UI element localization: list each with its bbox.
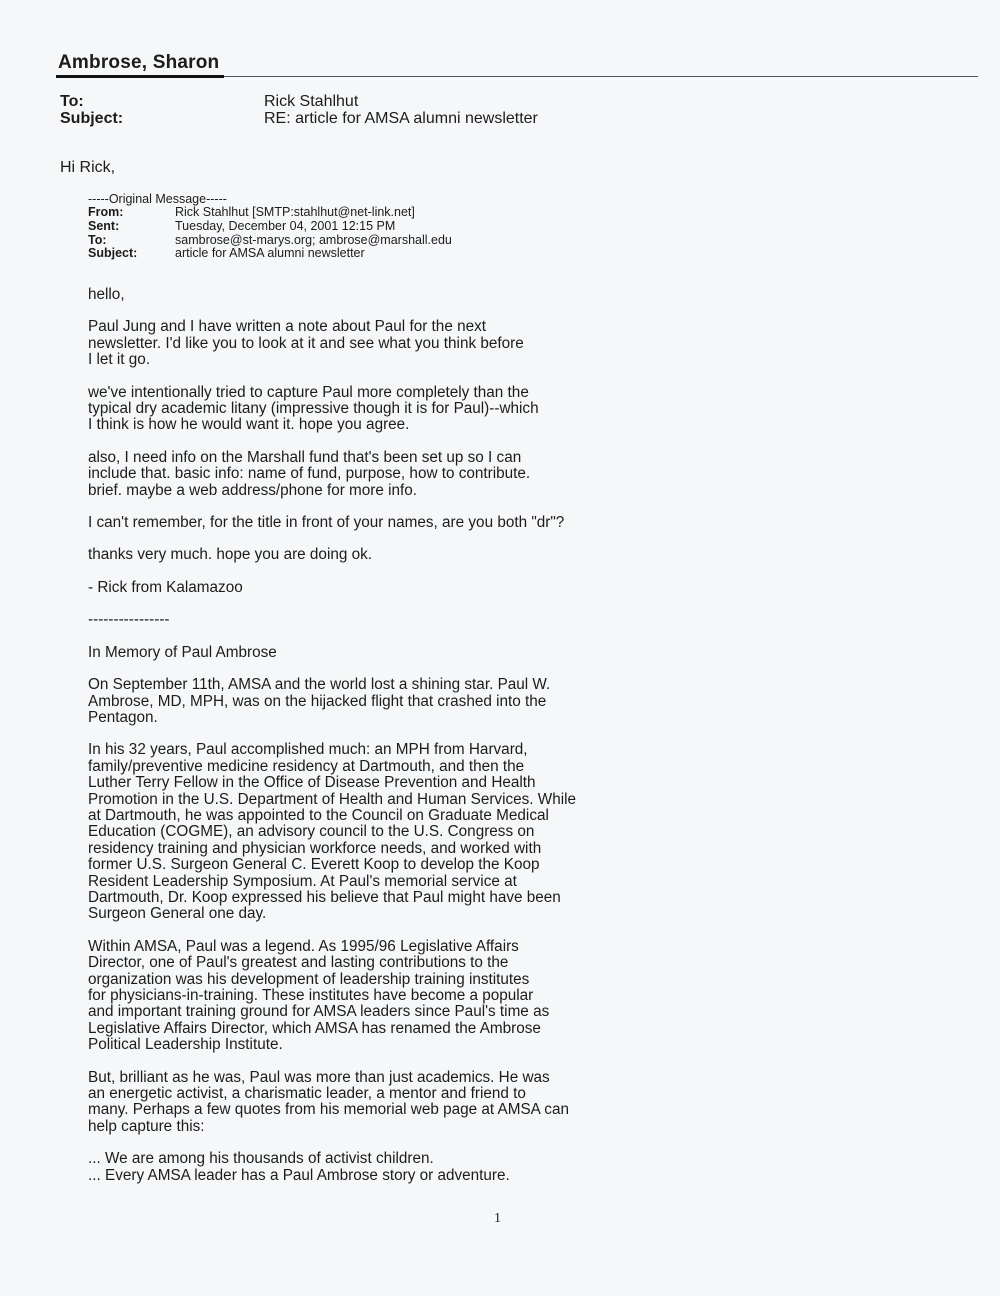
body-paragraph: we've intentionally tried to capture Paul more completely than the typical dry academic litany (impressive though it is for Paul)--which I think is how he would want it. hope you agree. — [88, 383, 539, 434]
to-label: To: — [60, 93, 84, 110]
article-paragraph: In his 32 years, Paul accomplished much: an MPH from Harvard, family/preventive medicine residency at Dartmouth, and then the Luther Terry Fellow in the Office of Disease Prevention and Health Promotion in the U.S. Department of Health and Human Services. While at Dartmouth, he was appointed to the Council on Graduate Medical Education (COGME), an advisory council to the U.S. Congress on residency training and physician workforce needs, and worked with former U.S. Surgeon General C. Everett Koop to develop the Koop Resident Leadership Symposium. At Paul's memorial service at Dartmouth, Dr. Koop expressed his believe that Paul might have been Surgeon General one day. — [88, 741, 577, 923]
original-subject-label: Subject: — [88, 246, 138, 260]
article-paragraph: Within AMSA, Paul was a legend. As 1995/96 Legislative Affairs Director, one of Paul's greatest and lasting contributions to the organization was his development of leadership training institutes for physicians-in-training. These institutes have become a popular and important training ground for AMSA leaders since Paul's time as Legislative Affairs Director, which AMSA has renamed the Ambrose Political Leadership Institute. — [88, 937, 550, 1054]
body-paragraph: hello, — [88, 286, 125, 303]
original-sent-value: Tuesday, December 04, 2001 12:15 PM — [175, 219, 396, 233]
original-to-value: sambrose@st-marys.org; ambrose@marshall.edu — [175, 233, 452, 247]
original-from-label: From: — [88, 205, 124, 219]
sender-name: Ambrose, Sharon — [58, 52, 220, 73]
header-rule-thin — [224, 76, 978, 77]
article-paragraph: But, brilliant as he was, Paul was more than just academics. He was an energetic activist, a charismatic leader, a mentor and friend to many. Perhaps a few quotes from his memorial web page at AMSA can help capture this: — [88, 1068, 569, 1135]
original-message-separator: -----Original Message----- — [88, 192, 227, 206]
article-paragraph: On September 11th, AMSA and the world lost a shining star. Paul W. Ambrose, MD, MPH, was on the hijacked flight that crashed into the Pentagon. — [88, 676, 551, 726]
original-to-label: To: — [88, 233, 107, 247]
original-from-value: Rick Stahlhut [SMTP:stahlhut@net-link.net] — [175, 205, 415, 219]
message-body — [88, 287, 688, 1184]
to-value: Rick Stahlhut — [264, 93, 359, 110]
quote-line: ... We are among his thousands of activist children. — [88, 1150, 434, 1168]
body-paragraph: Paul Jung and I have written a note about Paul for the next newsletter. I'd like you to look at it and see what you think before I let it go. — [88, 318, 524, 369]
greeting: Hi Rick, — [60, 159, 116, 176]
header-rule-thick — [56, 75, 224, 78]
body-paragraph: I can't remember, for the title in front of your names, are you both "dr"? — [88, 514, 565, 532]
article-title: In Memory of Paul Ambrose — [88, 643, 277, 661]
original-sent-label: Sent: — [88, 219, 120, 233]
subject-label: Subject: — [60, 110, 124, 127]
body-paragraph: thanks very much. hope you are doing ok. — [88, 546, 373, 564]
subject-value: RE: article for AMSA alumni newsletter — [264, 110, 538, 127]
section-divider: ---------------- — [88, 611, 170, 629]
original-subject-value: article for AMSA alumni newsletter — [175, 246, 365, 260]
signature-line: - Rick from Kalamazoo — [88, 578, 243, 596]
body-paragraph: also, I need info on the Marshall fund that's been set up so I can include that. basic info: name of fund, purpose, how to contribute. brief. maybe a web address/phone for more info. — [88, 448, 531, 499]
quote-line: ... Every AMSA leader has a Paul Ambrose story or adventure. — [88, 1166, 510, 1184]
page-number: 1 — [494, 1211, 501, 1226]
